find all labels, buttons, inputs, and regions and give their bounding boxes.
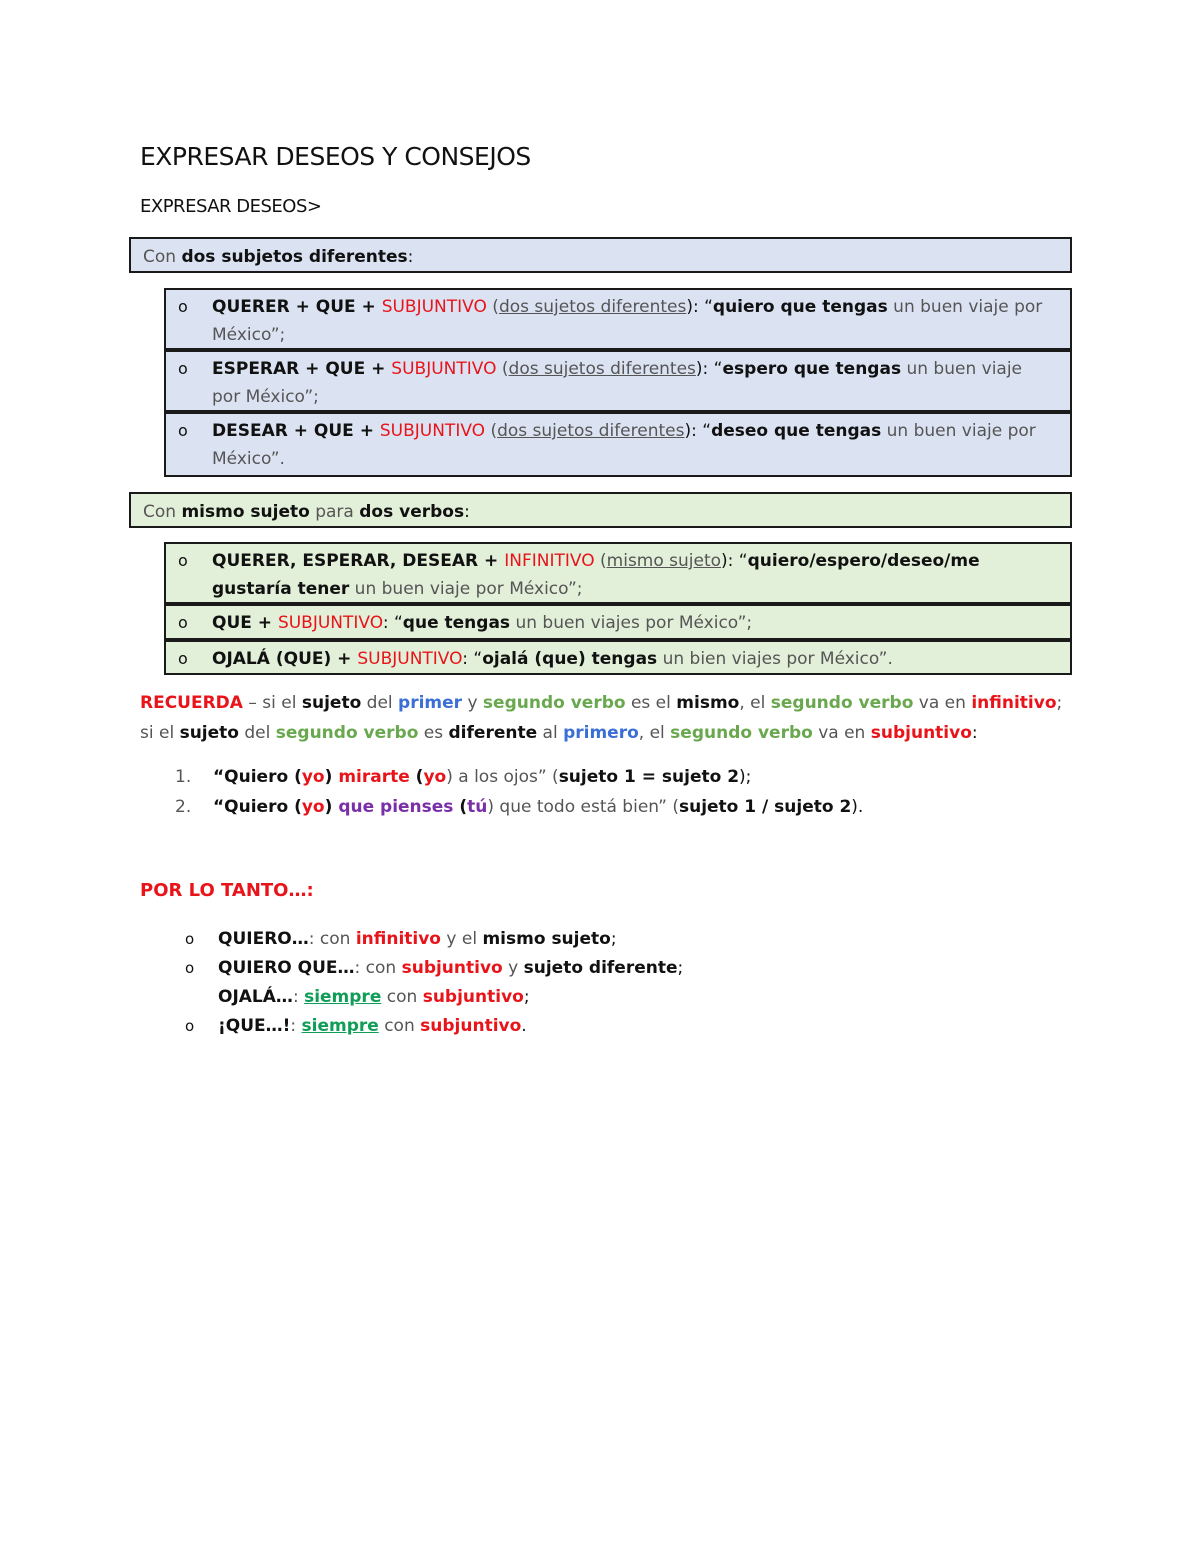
bullet-icon: o bbox=[178, 649, 188, 668]
page-title: EXPRESAR DESEOS Y CONSEJOS bbox=[140, 142, 531, 171]
section-subtitle: EXPRESAR DESEOS> bbox=[140, 196, 322, 217]
bullet-icon: o bbox=[178, 551, 188, 570]
por-lo-tanto-heading: POR LO TANTO…: bbox=[140, 880, 314, 901]
section2-header: Con mismo sujeto para dos verbos: bbox=[129, 492, 1072, 528]
bullet-icon: o bbox=[185, 930, 195, 948]
section1-row: o DESEAR + QUE + SUBJUNTIVO (dos sujetos diferentes): “deseo que tengas un buen viaje por México”. bbox=[164, 412, 1072, 477]
example-item: 2. “Quiero (yo) que pienses (tú) que todo está bien” (sujeto 1 / sujeto 2). bbox=[175, 797, 864, 817]
bullet-icon: o bbox=[185, 959, 195, 977]
section2-row: o OJALÁ (QUE) + SUBJUNTIVO: “ojalá (que) tengas un bien viajes por México”. bbox=[164, 640, 1072, 675]
bullet-icon: o bbox=[185, 1017, 195, 1035]
section1-row: o ESPERAR + QUE + SUBJUNTIVO (dos sujetos diferentes): “espero que tengas un buen viaje por México”; bbox=[164, 350, 1072, 412]
section2-row: o QUE + SUBJUNTIVO: “que tengas un buen viajes por México”; bbox=[164, 604, 1072, 640]
bullet-icon: o bbox=[178, 359, 188, 378]
section1-row: o QUERER + QUE + SUBJUNTIVO (dos sujetos diferentes): “quiero que tengas un buen viaje por México”; bbox=[164, 288, 1072, 350]
summary-item: o QUIERO QUE…: con subjuntivo y sujeto diferente; bbox=[185, 954, 683, 983]
summary-item: o QUIERO…: con infinitivo y el mismo sujeto; bbox=[185, 925, 617, 954]
bullet-icon: o bbox=[178, 613, 188, 632]
recuerda-paragraph: RECUERDA – si el sujeto del primer y segundo verbo es el mismo, el segundo verbo va en infinitivo; si el sujeto del segundo verbo es diferente al primero, el segundo verbo va en subjuntivo: bbox=[140, 693, 1063, 743]
example-item: 1. “Quiero (yo) mirarte (yo) a los ojos” (sujeto 1 = sujeto 2); bbox=[175, 767, 752, 787]
bullet-icon: o bbox=[178, 421, 188, 440]
section1-header: Con dos subjetos diferentes: bbox=[129, 237, 1072, 273]
section2-row: o QUERER, ESPERAR, DESEAR + INFINITIVO (mismo sujeto): “quiero/espero/deseo/me gustaría tener un buen viaje por México”; bbox=[164, 542, 1072, 604]
bullet-icon: o bbox=[178, 297, 188, 316]
summary-item: o ¡QUE…!: siempre con subjuntivo. bbox=[185, 1012, 527, 1041]
summary-item: OJALÁ…: siempre con subjuntivo; bbox=[218, 987, 530, 1007]
